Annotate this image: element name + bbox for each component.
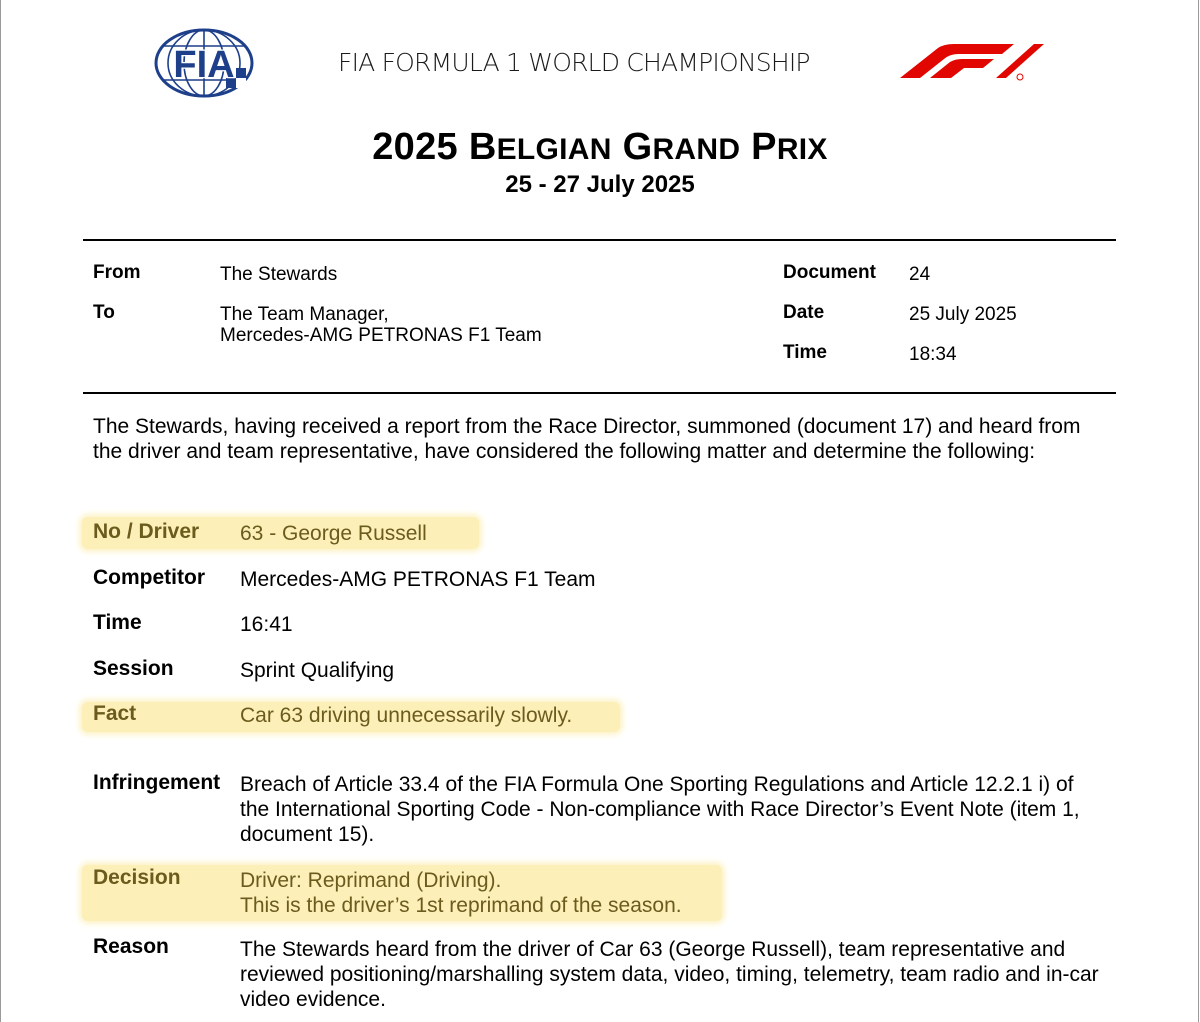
time-value: 18:34 bbox=[909, 344, 957, 365]
event-title: 2025 BELGIAN GRAND PRIX bbox=[372, 126, 828, 168]
to-label: To bbox=[93, 302, 115, 323]
decision-value-line1: Driver: Reprimand (Driving). bbox=[240, 869, 502, 892]
to-value-line2: Mercedes-AMG PETRONAS F1 Team bbox=[220, 325, 542, 346]
time-label: Time bbox=[783, 342, 828, 363]
intro-paragraph: The Stewards, having received a report from the Race Director, summoned (document 17) and heard from the driver and team representative, have considered the following matter and determine the following: bbox=[93, 415, 1081, 463]
decision-label: Decision bbox=[93, 866, 181, 889]
reason-value: The Stewards heard from the driver of Car 63 (George Russell), team representative and reviewed positioning/marshalling system data, video, timing, telemetry, team radio and in-car video evidence. bbox=[240, 938, 1099, 1011]
session-label: Session bbox=[93, 657, 174, 680]
fia-logo-text: FIA bbox=[173, 44, 235, 86]
competitor-label: Competitor bbox=[93, 566, 205, 589]
infringement-value: Breach of Article 33.4 of the FIA Formula One Sporting Regulations and Article 12.2.1 i) of the International Sporting Code - Non-compliance with Race Director’s Event Note (item 1, document 15). bbox=[240, 773, 1080, 846]
infringement-label: Infringement bbox=[93, 771, 221, 794]
date-value: 25 July 2025 bbox=[909, 304, 1017, 325]
f1-logo bbox=[898, 40, 1048, 84]
from-value: The Stewards bbox=[220, 264, 338, 285]
date-label: Date bbox=[783, 302, 825, 323]
session-value: Sprint Qualifying bbox=[240, 659, 395, 682]
decision-value-line2: This is the driver’s 1st reprimand of the season. bbox=[240, 894, 682, 917]
driver-label: No / Driver bbox=[93, 520, 200, 543]
championship-title: FIA FORMULA 1 WORLD CHAMPIONSHIP bbox=[338, 48, 810, 77]
document-value: 24 bbox=[909, 264, 931, 285]
fact-label: Fact bbox=[93, 702, 137, 725]
to-value-line1: The Team Manager, bbox=[220, 304, 389, 325]
incident-time-value: 16:41 bbox=[240, 613, 293, 636]
document-label: Document bbox=[783, 262, 876, 283]
reason-label: Reason bbox=[93, 935, 169, 958]
event-dates: 25 - 27 July 2025 bbox=[505, 171, 695, 198]
divider-top bbox=[83, 239, 1116, 241]
competitor-value: Mercedes-AMG PETRONAS F1 Team bbox=[240, 568, 596, 591]
incident-time-label: Time bbox=[93, 611, 142, 634]
fia-logo bbox=[154, 28, 254, 98]
divider-bottom bbox=[83, 392, 1116, 394]
from-label: From bbox=[93, 262, 141, 283]
fact-value: Car 63 driving unnecessarily slowly. bbox=[240, 704, 573, 727]
driver-value: 63 - George Russell bbox=[240, 522, 427, 545]
